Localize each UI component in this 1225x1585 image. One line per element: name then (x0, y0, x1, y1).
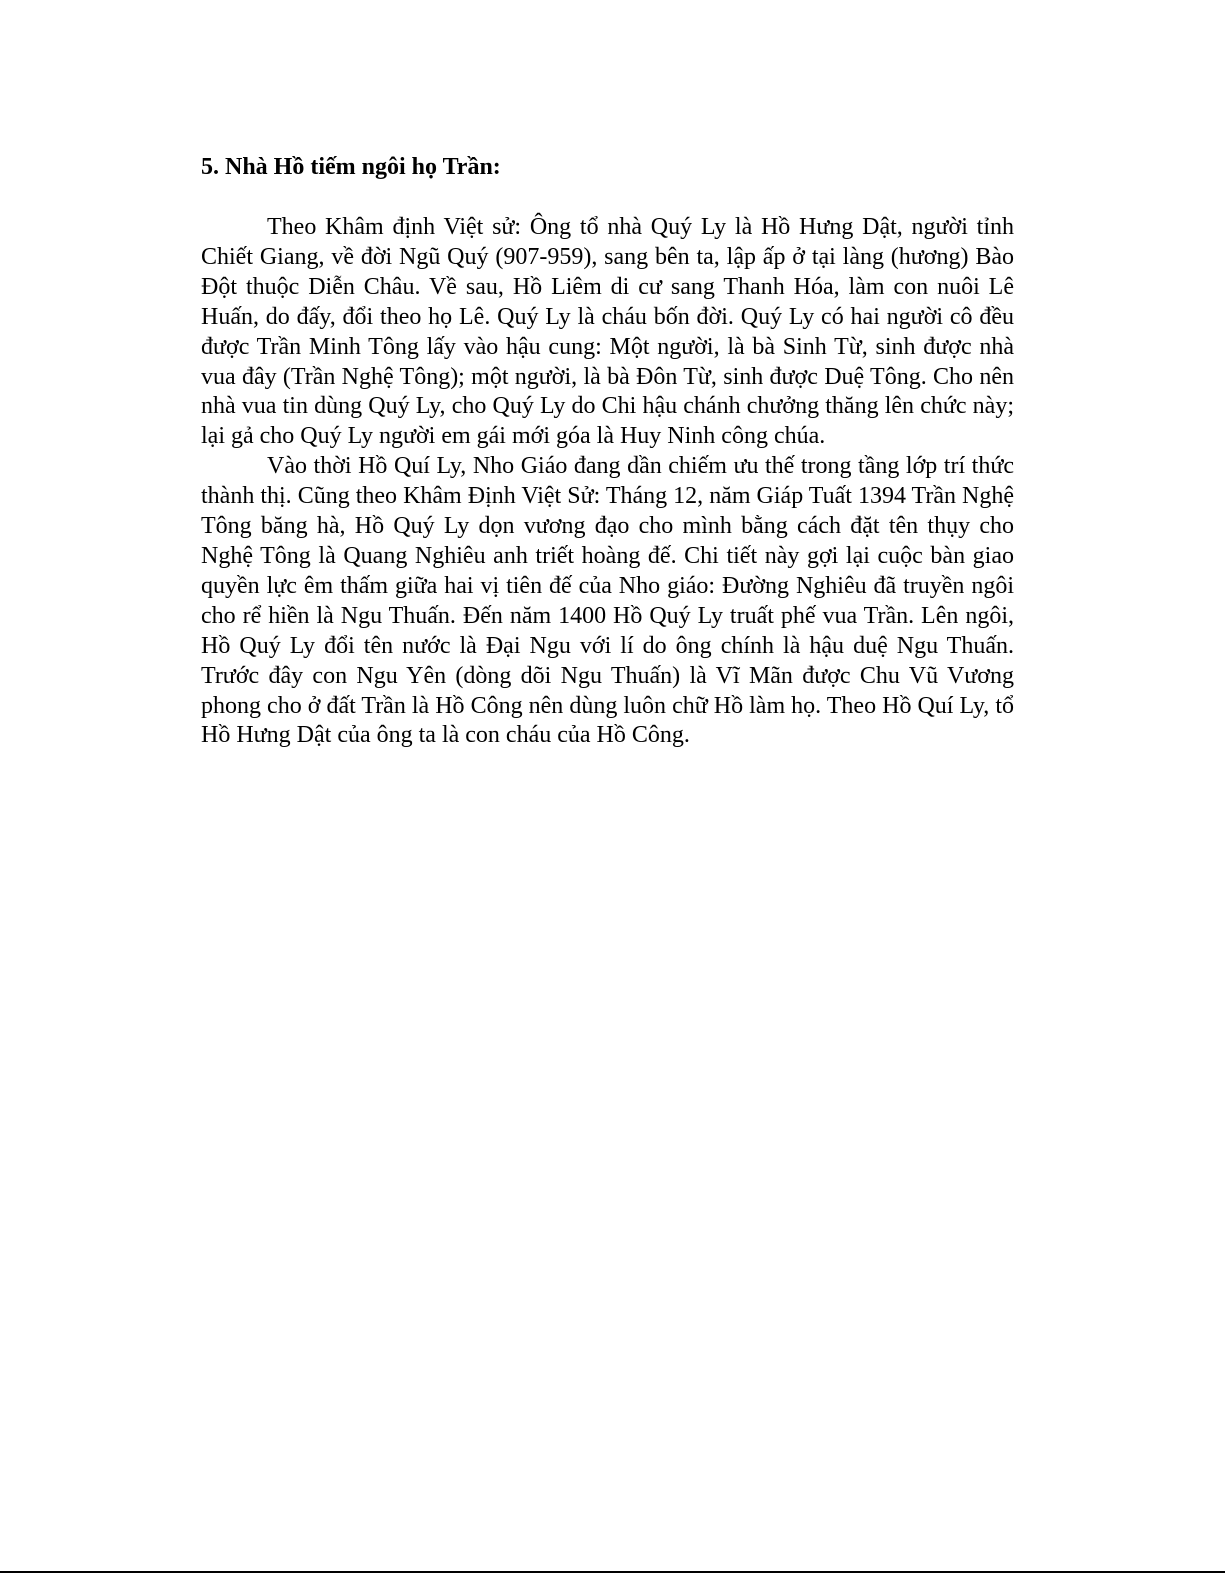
paragraph-usurpation: Vào thời Hồ Quí Ly, Nho Giáo đang dần chiếm ưu thế trong tầng lớp trí thức thành thị. Cũng theo Khâm Định Việt Sử: Tháng 12, năm Giáp Tuất 1394 Trần Nghệ Tông băng hà, Hồ Quý Ly dọn vương đạo cho mình bằng cách đặt tên thụy cho Nghệ Tông là Quang Nghiêu anh triết hoàng đế. Chi tiết này gợi lại cuộc bàn giao quyền lực êm thấm giữa hai vị tiên đế của Nho giáo: Đường Nghiêu đã truyền ngôi cho rể hiền là Ngu Thuấn. Đến năm 1400 Hồ Quý Ly truất phế vua Trần. Lên ngôi, Hồ Quý Ly đổi tên nước là Đại Ngu với lí do ông chính là hậu duệ Ngu Thuấn. Trước đây con Ngu Yên (dòng dõi Ngu Thuấn) là Vĩ Mãn được Chu Vũ Vương phong cho ở đất Trần là Hồ Công nên dùng luôn chữ Hồ làm họ. Theo Hồ Quí Ly, tổ Hồ Hưng Dật của ông ta là con cháu của Hồ Công. (201, 453, 1014, 749)
paragraph-origin: Theo Khâm định Việt sử: Ông tổ nhà Quý Ly là Hồ Hưng Dật, người tỉnh Chiết Giang, về đời Ngũ Quý (907-959), sang bên ta, lập ấp ở tại làng (hương) Bào Đột thuộc Diễn Châu. Về sau, Hồ Liêm di cư sang Thanh Hóa, làm con nuôi Lê Huấn, do đấy, đổi theo họ Lê. Quý Ly là cháu bốn đời. Quý Ly có hai người cô đều được Trần Minh Tông lấy vào hậu cung: Một người, là bà Sinh Từ, sinh được nhà vua đây (Trần Nghệ Tông); một người, là bà Đôn Từ, sinh được Duệ Tông. Cho nên nhà vua tin dùng Quý Ly, cho Quý Ly do Chi hậu chánh chưởng thăng lên chức này; lại gả cho Quý Ly người em gái mới góa là Huy Ninh công chúa. (201, 214, 1014, 450)
page-bottom-border (0, 1571, 1225, 1573)
document-body (201, 150, 1014, 751)
section-heading: 5. Nhà Hồ tiếm ngôi họ Trần: (201, 154, 501, 180)
